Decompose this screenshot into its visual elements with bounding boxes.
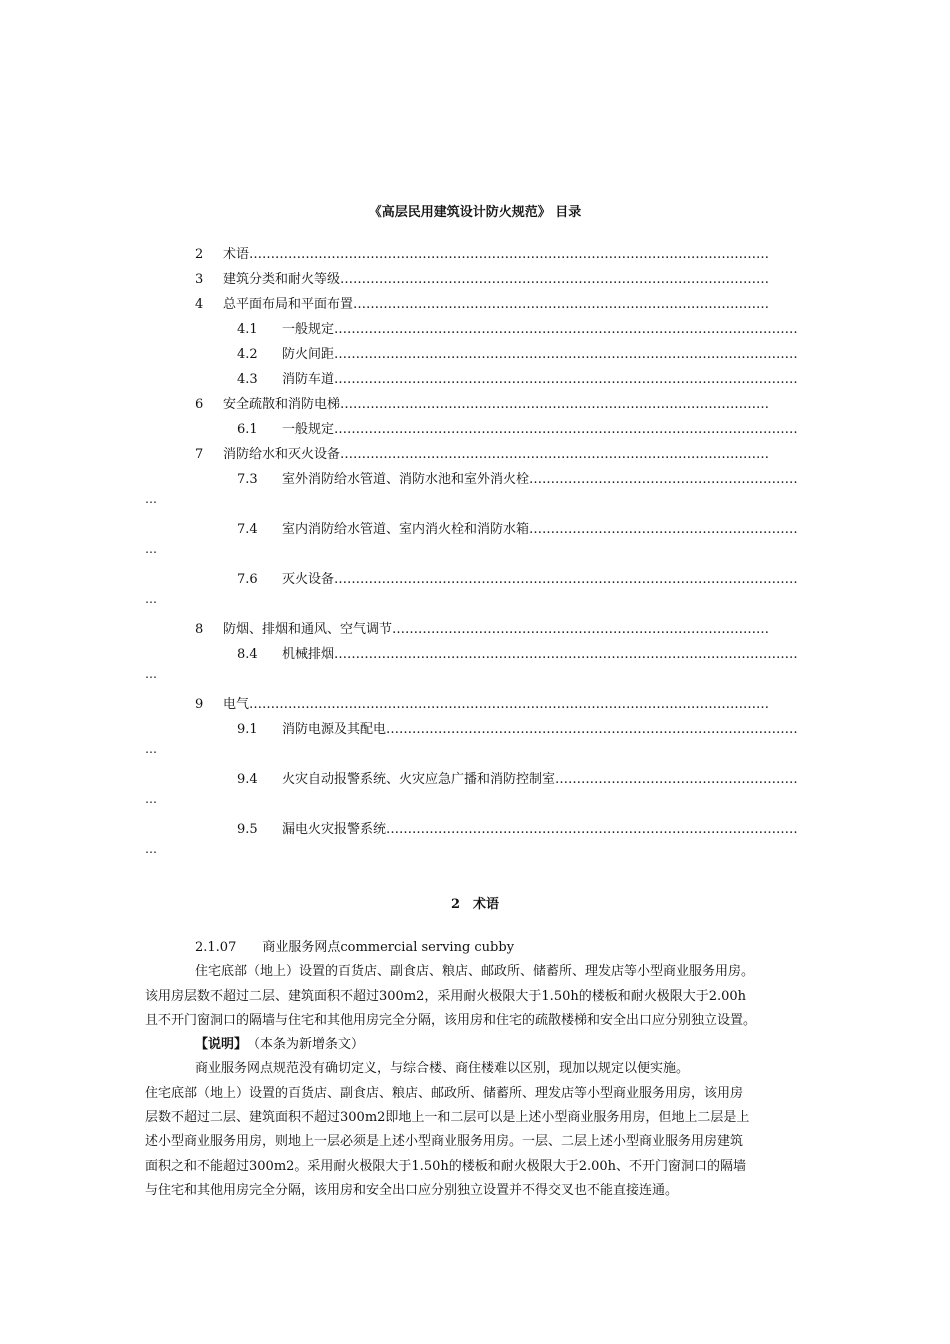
toc-entry-number: 4.2 (237, 347, 258, 362)
toc-entry-title: 一般规定 …………………………………………………………………………………………………………………………………… (282, 419, 798, 441)
para2-line: 住宅底部（地上）设置的百货店、副食店、粮店、邮政所、储蓄所、理发店等小型商业服务用房，该用房 (145, 1085, 744, 1101)
note-label: 【说明】 (195, 1037, 241, 1053)
toc-entry-title: 电气 …………………………………………………………………………………………………………………………………… (223, 694, 768, 716)
toc-entry-number: 6.1 (237, 422, 258, 437)
toc-entry[interactable] (0, 369, 950, 391)
toc-entry[interactable] (0, 269, 950, 291)
toc-entry-number: 4.1 (237, 322, 258, 337)
toc-entry-title: 机械排烟 …………………………………………………………………………………………………………………………………… (282, 644, 798, 666)
toc-entry-title: 漏电火灾报警系统 …………………………………………………………………………………………………………………………………… (282, 819, 798, 841)
toc-entry-title: 防火间距 …………………………………………………………………………………………………………………………………… (282, 344, 798, 366)
toc-entry-title: 防烟、排烟和通风、空气调节 …………………………………………………………………………………………………………………………………… (223, 619, 768, 641)
toc-continuation: … (145, 792, 157, 806)
toc-entry-number: 7.6 (237, 572, 258, 587)
toc-entry-title: 总平面布局和平面布置 …………………………………………………………………………………………………………………………………… (223, 294, 768, 316)
toc-entry-title: 消防车道 …………………………………………………………………………………………………………………………………… (282, 369, 798, 391)
toc-entry-title: 术语 …………………………………………………………………………………………………………………………………… (223, 244, 768, 266)
note-line (145, 1033, 825, 1057)
toc-entry[interactable] (0, 519, 950, 541)
para2-line: 层数不超过二层、建筑面积不超过300m2即地上一和二层可以是上述小型商业服务用房，但地上二层是上 (145, 1110, 750, 1126)
toc-entry-number: 8 (195, 622, 204, 637)
toc-entry-number: 7.3 (237, 472, 258, 487)
clause-heading: 2.1.07 商业服务网点commercial serving cubby (195, 940, 515, 955)
document-title: 《高层民用建筑设计防火规范》 目录 (368, 205, 582, 220)
toc-entry-title: 室内消防给水管道、室内消火栓和消防水箱 …………………………………………………………………………………………………………………………………… (282, 519, 798, 541)
toc-entry-title: 消防电源及其配电 …………………………………………………………………………………………………………………………………… (282, 719, 798, 741)
toc-entry[interactable] (0, 419, 950, 441)
para1-line: 住宅底部（地上）设置的百货店、副食店、粮店、邮政所、储蓄所、理发店等小型商业服务用房。 (195, 964, 755, 980)
toc-entry-title: 灭火设备 …………………………………………………………………………………………………………………………………… (282, 569, 798, 591)
toc-entry[interactable] (0, 294, 950, 316)
toc-entry[interactable] (0, 394, 950, 416)
toc-entry-number: 4 (195, 297, 204, 312)
toc-entry-title: 一般规定 …………………………………………………………………………………………………………………………………… (282, 319, 798, 341)
toc-entry-title: 建筑分类和耐火等级 …………………………………………………………………………………………………………………………………… (223, 269, 768, 291)
toc-entry[interactable] (0, 444, 950, 466)
toc-entry-number: 9.4 (237, 772, 258, 787)
toc-entry-number: 9 (195, 697, 204, 712)
para2-line: 面积之和不能超过300m2。采用耐火极限大于1.50h的楼板和耐火极限大于2.00h、不开门窗洞口的隔墙 (145, 1158, 747, 1174)
toc-entry[interactable] (0, 644, 950, 666)
toc-entry[interactable] (0, 469, 950, 491)
toc-entry-number: 8.4 (237, 647, 258, 662)
toc-entry-number: 7.4 (237, 522, 258, 537)
toc-entry[interactable] (0, 244, 950, 266)
note-text: （本条为新增条文） (240, 1037, 365, 1053)
para2-line: 与住宅和其他用房完全分隔，该用房和安全出口应分别独立设置并不得交叉也不能直接连通。 (145, 1182, 679, 1198)
toc-entry-title: 安全疏散和消防电梯 …………………………………………………………………………………………………………………………………… (223, 394, 768, 416)
toc-entry-title: 室外消防给水管道、消防水池和室外消火栓 …………………………………………………………………………………………………………………………………… (282, 469, 798, 491)
toc-continuation: … (145, 492, 157, 506)
toc-entry-number: 4.3 (237, 372, 258, 387)
toc-entry[interactable] (0, 619, 950, 641)
toc-continuation: … (145, 592, 157, 606)
toc-entry-number: 9.1 (237, 722, 258, 737)
toc-entry-number: 7 (195, 447, 204, 462)
toc-entry[interactable] (0, 769, 950, 791)
toc-continuation: … (145, 842, 157, 856)
toc-entry-number: 2 (195, 247, 204, 262)
section-body (145, 936, 825, 1203)
toc-entry-number: 3 (195, 272, 204, 287)
toc-entry[interactable] (0, 319, 950, 341)
section-title: 2 术语 (450, 897, 500, 912)
toc-continuation: … (145, 667, 157, 681)
para2-first-line: 商业服务网点规范没有确切定义，与综合楼、商住楼难以区别，现加以规定以便实施。 (195, 1061, 690, 1077)
toc-entry-title: 火灾自动报警系统、火灾应急广播和消防控制室 …………………………………………………………………………………………………………………………………… (282, 769, 798, 791)
toc-entry-number: 9.5 (237, 822, 258, 837)
toc-entry[interactable] (0, 344, 950, 366)
toc-entry[interactable] (0, 569, 950, 591)
toc-continuation: … (145, 742, 157, 756)
toc-entry[interactable] (0, 719, 950, 741)
para1-line: 且不开门窗洞口的隔墙与住宅和其他用房完全分隔，该用房和住宅的疏散楼梯和安全出口应分别独立设置。 (145, 1012, 757, 1028)
toc-entry[interactable] (0, 819, 950, 841)
toc-entry-title: 消防给水和灭火设备 …………………………………………………………………………………………………………………………………… (223, 444, 768, 466)
para2-line: 述小型商业服务用房，则地上一层必须是上述小型商业服务用房。一层、二层上述小型商业服务用房建筑 (145, 1134, 744, 1150)
toc-continuation: … (145, 542, 157, 556)
toc-entry[interactable] (0, 694, 950, 716)
para1-line: 该用房层数不超过二层、建筑面积不超过300m2，采用耐火极限大于1.50h的楼板和耐火极限大于2.00h (145, 988, 747, 1004)
toc-entry-number: 6 (195, 397, 204, 412)
